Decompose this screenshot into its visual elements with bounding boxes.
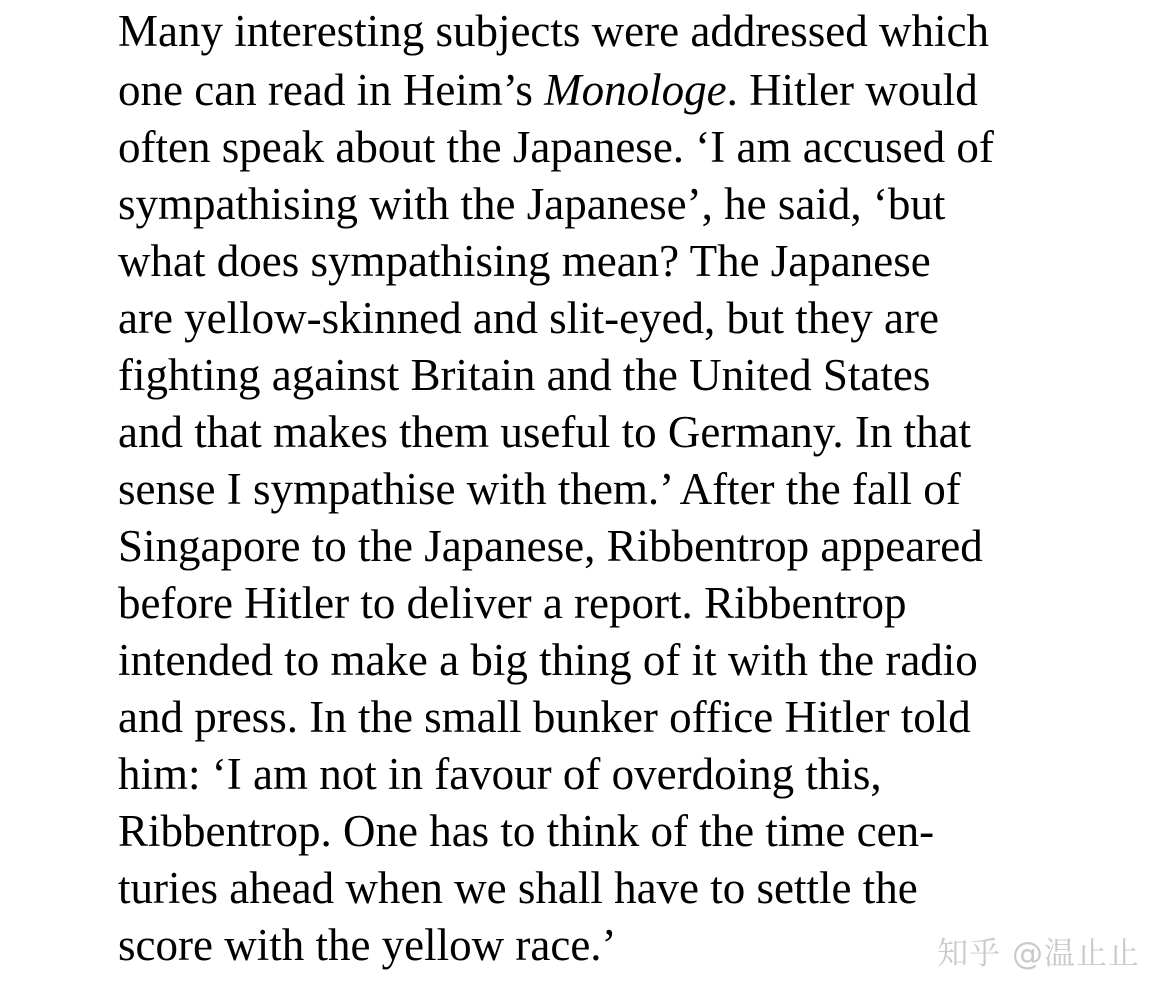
text-span: one can read in Heim’s	[118, 65, 545, 115]
text-line: Ribbentrop. One has to think of the time cen-	[118, 806, 935, 856]
book-title-monologe: Monologe	[544, 65, 727, 115]
text-line: before Hitler to deliver a report. Ribbentrop	[118, 578, 907, 628]
text-line: sense I sympathise with them.’ After the fall of	[118, 464, 961, 514]
zhihu-watermark: 知乎 @温止止	[937, 936, 1140, 972]
text-line: sympathising with the Japanese’, he said, ‘but	[118, 179, 946, 229]
text-line: fighting against Britain and the United States	[118, 350, 931, 400]
text-line: Singapore to the Japanese, Ribbentrop appeared	[118, 521, 983, 571]
text-line: often speak about the Japanese. ‘I am accused of	[118, 122, 994, 172]
text-line: are yellow-skinned and slit-eyed, but they are	[118, 293, 939, 343]
text-line: and that makes them useful to Germany. In that	[118, 407, 972, 457]
text-line	[118, 62, 1128, 119]
text-line: what does sympathising mean? The Japanese	[118, 236, 931, 286]
text-line: score with the yellow race.’	[118, 920, 617, 970]
text-span: . Hitler would	[726, 65, 978, 115]
text-line: him: ‘I am not in favour of overdoing this,	[118, 749, 882, 799]
text-line: and press. In the small bunker office Hitler told	[118, 692, 971, 742]
book-passage	[118, 0, 1128, 974]
text-line: intended to make a big thing of it with the radio	[118, 635, 978, 685]
text-line: turies ahead when we shall have to settle the	[118, 863, 918, 913]
text-line: Many interesting subjects were addressed which	[118, 6, 989, 56]
